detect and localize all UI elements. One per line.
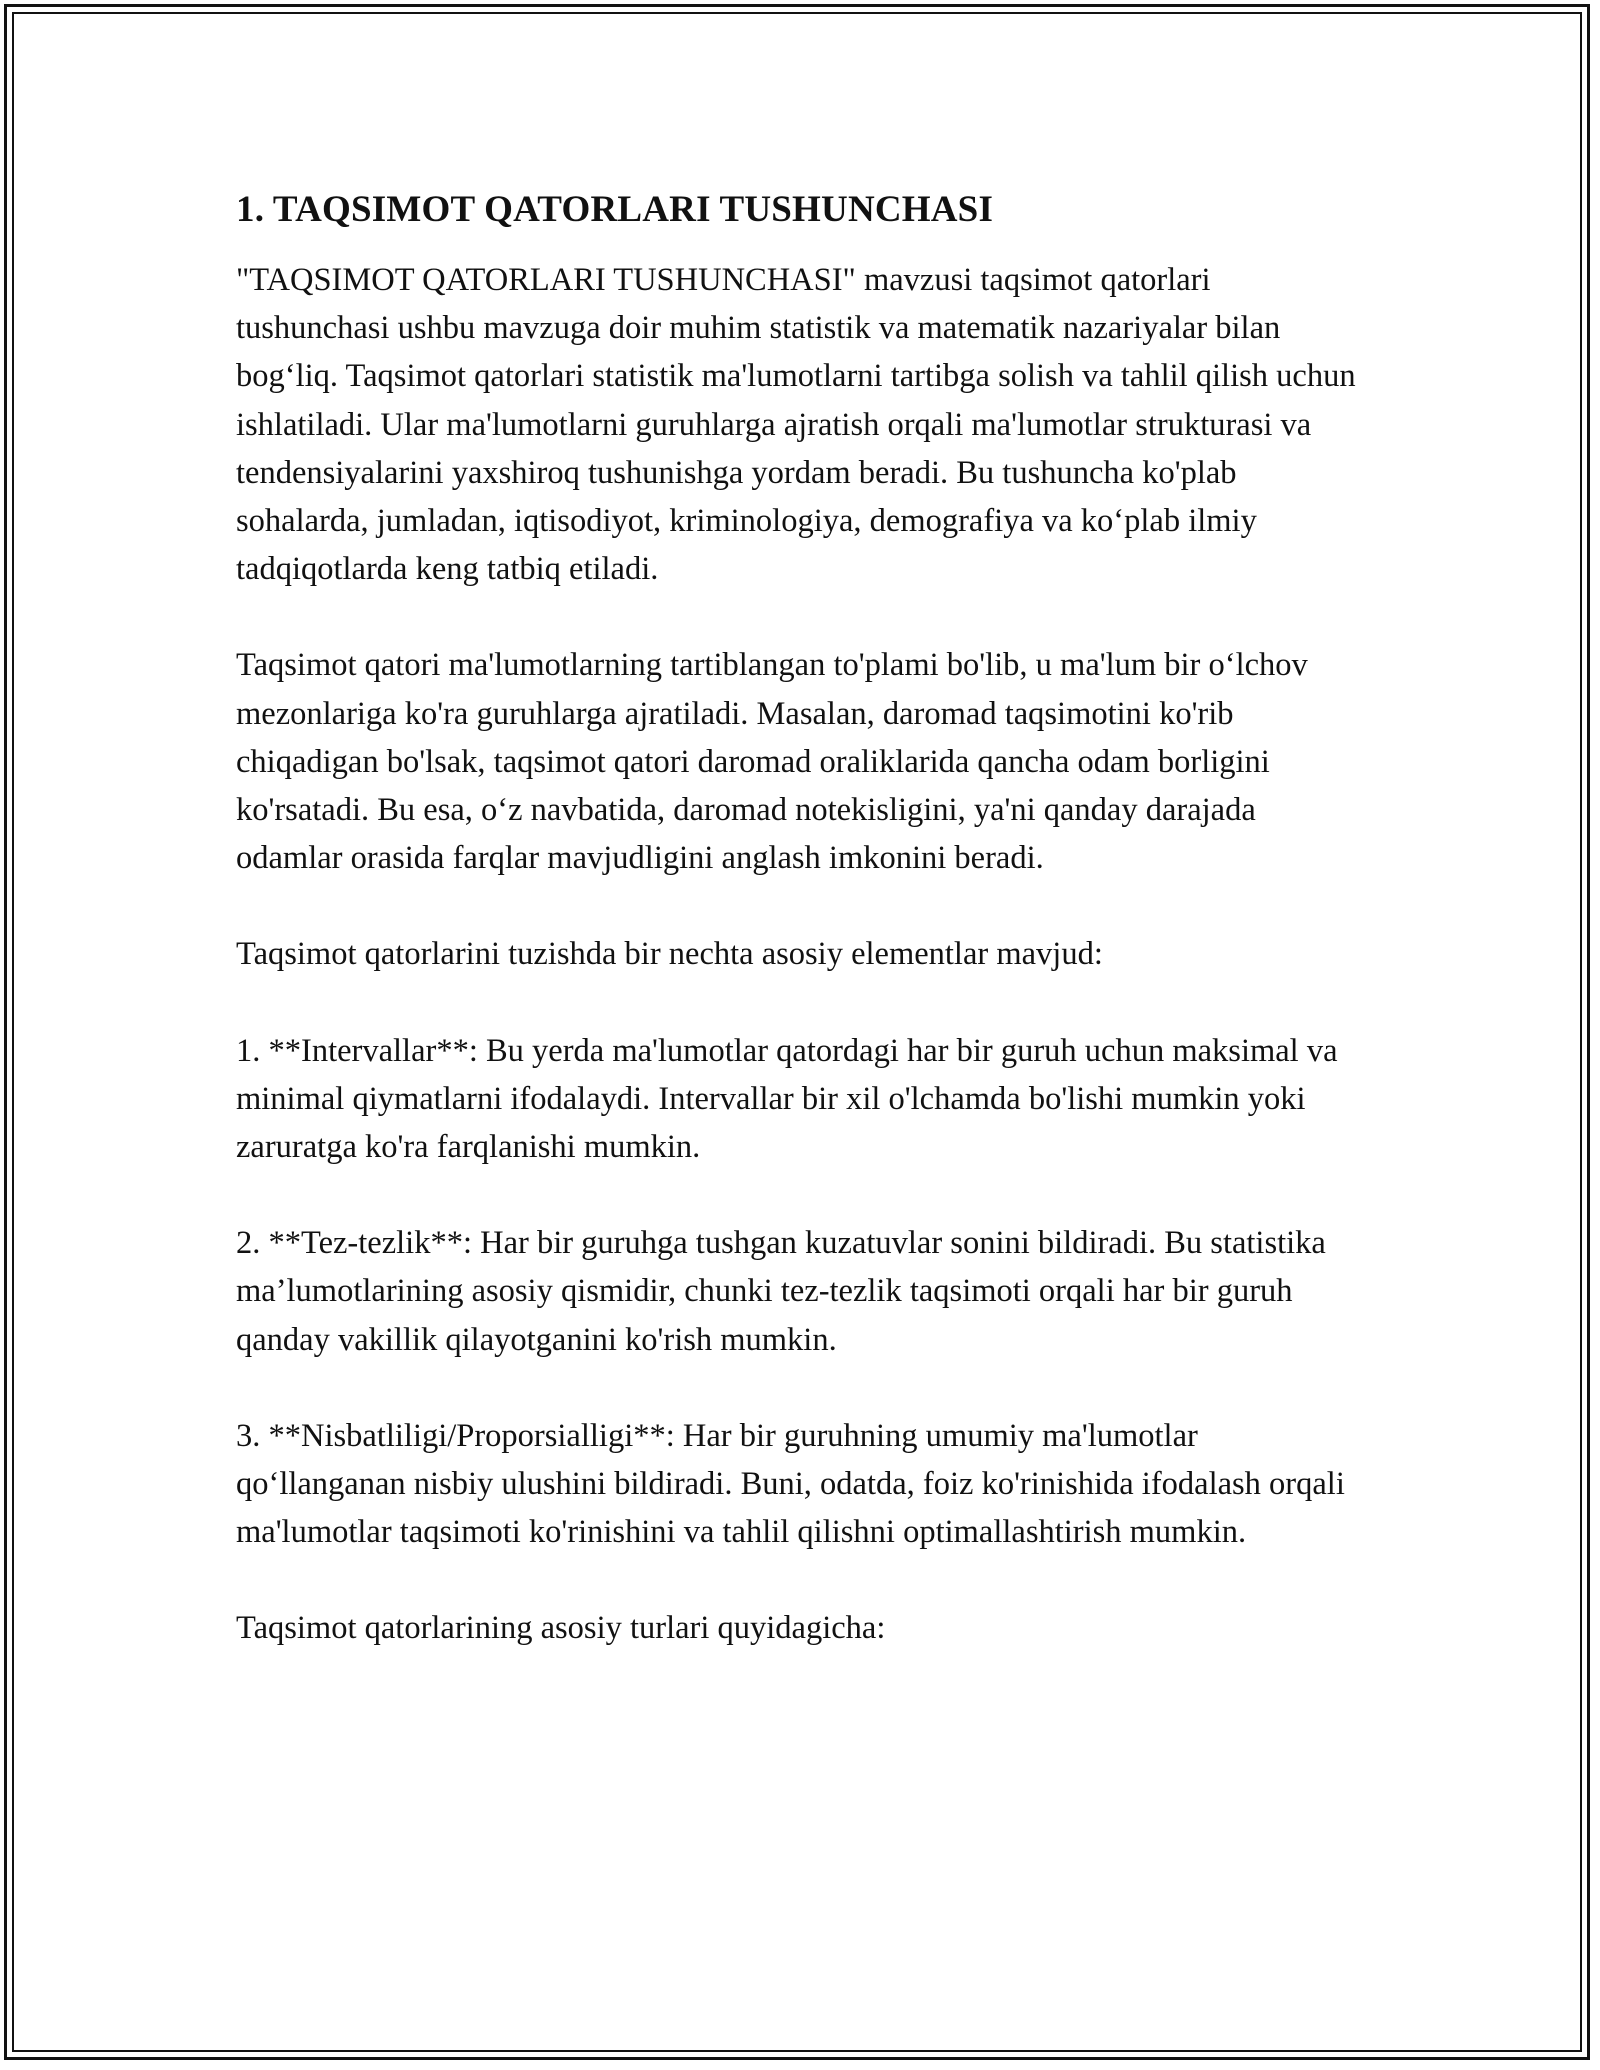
paragraph-types-intro: Taqsimot qatorlarining asosiy turlari quyidagicha:	[236, 1610, 886, 1647]
section-heading: 1. TAQSIMOT QATORLARI TUSHUNCHASI	[236, 189, 994, 230]
document-body	[236, 186, 1366, 1701]
paragraph-intro: "TAQSIMOT QATORLARI TUSHUNCHASI" mavzusi taqsimot qatorlari tushunchasi ushbu mavzuga doir muhim statistik va matematik nazariyalar bilan bog‘liq. Taqsimot qatorlari statistik ma'lumotlarni tartibga solish va tahlil qilish uchun ishlatiladi. Ular ma'lumotlarni guruhlarga ajratish orqali ma'lumotlar strukturasi va tendensiyalarini yaxshiroq tushunishga yordam beradi. Bu tushuncha ko'plab sohalarda, jumladan, iqtisodiyot, kriminologiya, demografiya va ko‘plab ilmiy tadqiqotlarda keng tatbiq etiladi.	[236, 262, 1356, 588]
paragraph-elements-intro: Taqsimot qatorlarini tuzishda bir nechta asosiy elementlar mavjud:	[236, 936, 1103, 973]
list-item-proportion: 3. **Nisbatliligi/Proporsialligi**: Har bir guruhning umumiy ma'lumotlar qo‘llanganan nisbiy ulushini bildiradi. Buni, odatda, foiz ko'rinishida ifodalash orqali ma'lumotlar taqsimoti ko'rinishini va tahlil qilishni optimallashtirish mumkin.	[236, 1417, 1345, 1551]
list-item-frequency: 2. **Tez-tezlik**: Har bir guruhga tushgan kuzatuvlar sonini bildiradi. Bu statistika ma’lumotlarining asosiy qismidir, chunki tez-tezlik taqsimoti orqali har bir guruh qanday vakillik qilayotganini ko'rish mumkin.	[236, 1225, 1326, 1358]
list-item-intervals: 1. **Intervallar**: Bu yerda ma'lumotlar qatordagi har bir guruh uchun maksimal va minimal qiymatlarni ifodalaydi. Intervallar bir xil o'lchamda bo'lishi mumkin yoki zaruratga ko'ra farqlanishi mumkin.	[236, 1032, 1338, 1166]
paragraph-definition: Taqsimot qatori ma'lumotlarning tartiblangan to'plami bo'lib, u ma'lum bir o‘lchov mezonlariga ko'ra guruhlarga ajratiladi. Masalan, daromad taqsimotini ko'rib chiqadigan bo'lsak, taqsimot qatori daromad oraliklarida qancha odam borligini ko'rsatadi. Bu esa, o‘z navbatida, daromad notekisligini, ya'ni qanday darajada odamlar orasida farqlar mavjudligini anglash imkonini beradi.	[236, 647, 1308, 877]
